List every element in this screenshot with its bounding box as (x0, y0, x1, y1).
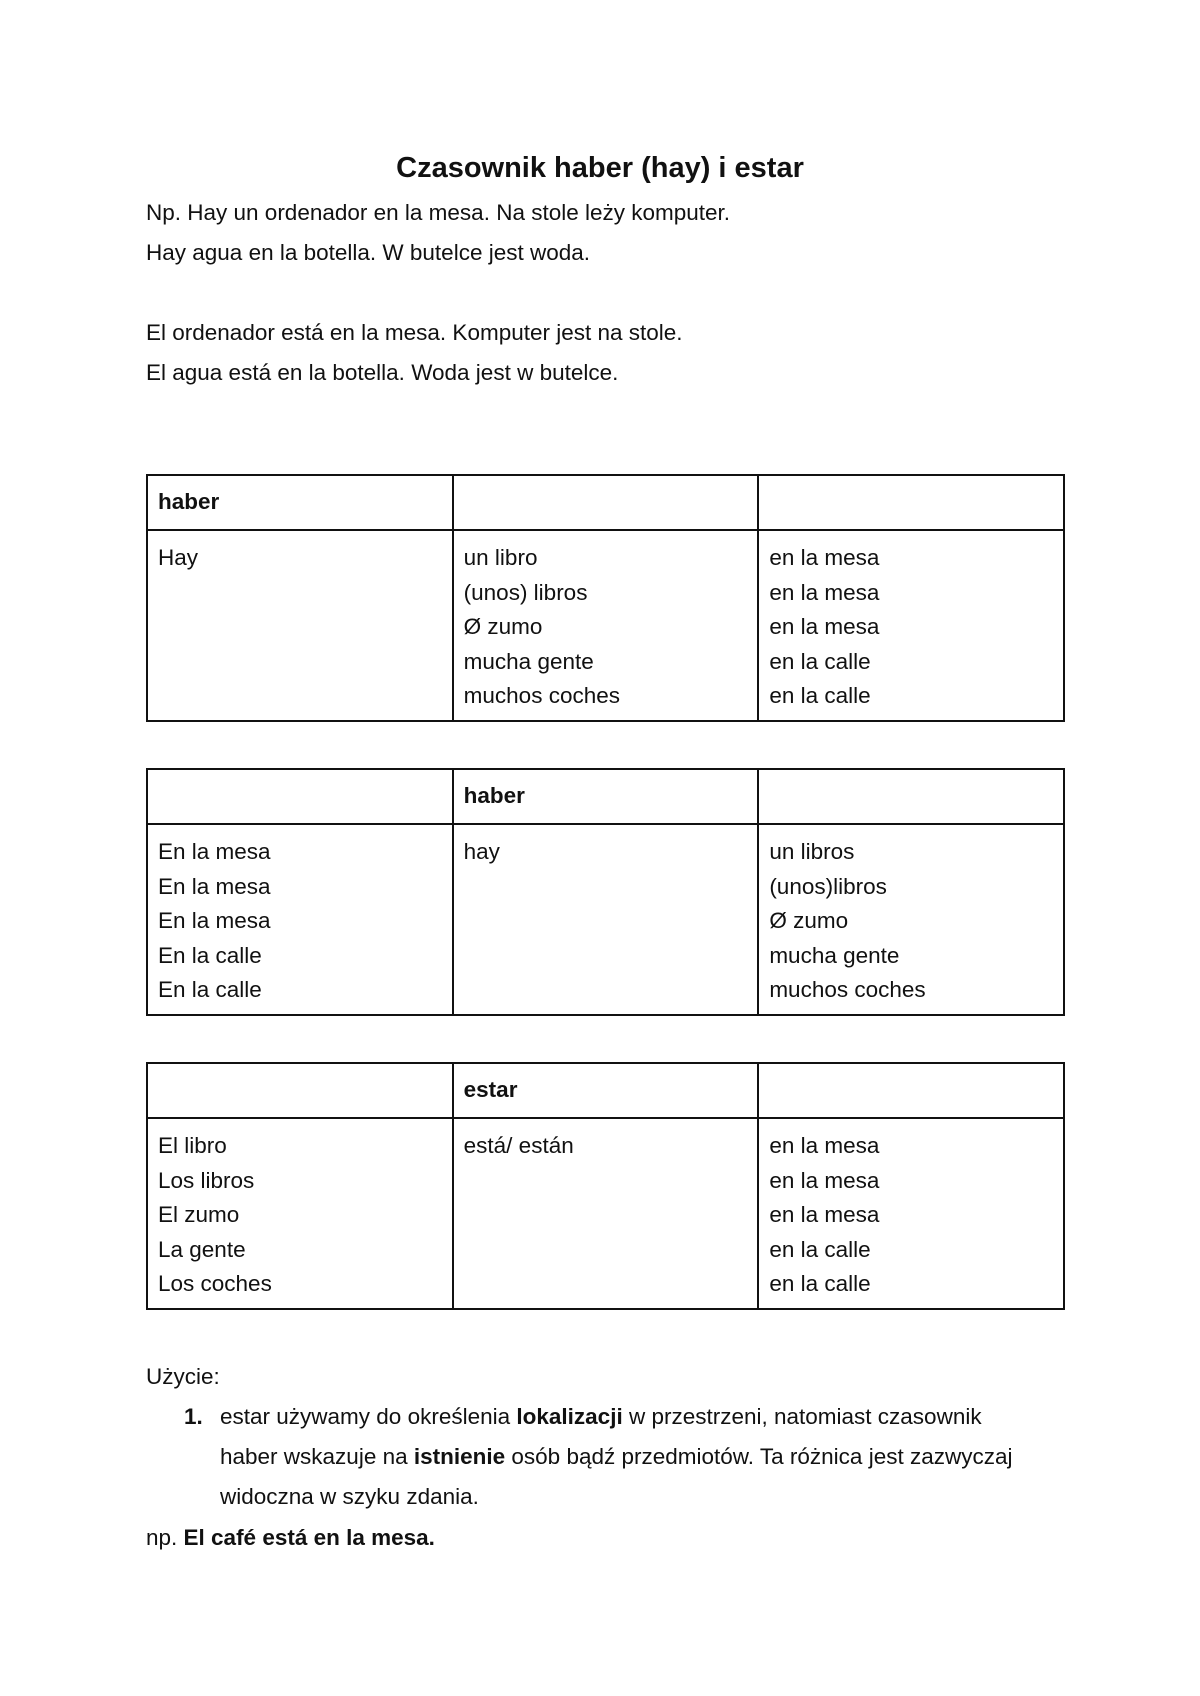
usage-example (146, 1523, 435, 1553)
table-header-cell (147, 1063, 453, 1118)
cell-line: (unos)libros (769, 873, 887, 899)
cell-line: un libros (769, 839, 855, 864)
cell-line: (unos) libros (463, 579, 588, 605)
table-header-cell (147, 769, 453, 824)
table-header-cell: haber (453, 769, 759, 824)
table-header-cell: haber (147, 475, 453, 530)
table-cell (453, 530, 759, 721)
usage-text: osób bądź przedmiotów. Ta różnica jest zazwyczaj widoczna w szyku zdania. (220, 1444, 1013, 1509)
cell-line: en la calle (769, 1271, 871, 1297)
table-header-cell (453, 475, 759, 530)
table-cell (147, 1118, 453, 1309)
usage-bold-term: istnienie (413, 1444, 506, 1469)
usage-heading: Użycie: (146, 1364, 220, 1389)
cell-line: Hay (158, 545, 199, 570)
intro-line-1: Np. Hay un ordenador en la mesa. Na stole leży komputer. (146, 200, 731, 225)
intro-line-4: El agua está en la botella. Woda jest w butelce. (146, 360, 619, 385)
intro-line-2: Hay agua en la botella. W butelce jest woda. (146, 240, 591, 265)
table-header-cell (758, 1063, 1064, 1118)
table-header-cell: estar (453, 1063, 759, 1118)
page-title: Czasownik haber (hay) i estar (396, 152, 804, 184)
cell-line: un libro (463, 545, 538, 570)
cell-line: en la calle (769, 1236, 871, 1262)
cell-line: Los coches (158, 1271, 272, 1297)
cell-line: mucha gente (463, 648, 594, 674)
haber-table-1 (146, 474, 1065, 722)
example-sentence: El café está en la mesa. (183, 1525, 435, 1550)
cell-line: en la calle (769, 648, 871, 674)
cell-line: Ø zumo (769, 908, 849, 934)
table-cell (758, 530, 1064, 721)
cell-line: en la mesa (769, 1133, 880, 1158)
table-cell (758, 824, 1064, 1015)
estar-table (146, 1062, 1065, 1310)
cell-line: La gente (158, 1236, 246, 1262)
haber-table-2 (146, 768, 1065, 1016)
cell-line: en la mesa (769, 545, 880, 570)
cell-line: En la mesa (158, 908, 271, 934)
cell-line: muchos coches (463, 683, 620, 709)
list-item-number: 1. (184, 1404, 203, 1429)
table-header-cell (758, 769, 1064, 824)
cell-line: El zumo (158, 1202, 240, 1228)
table-header-cell (758, 475, 1064, 530)
table-cell (453, 824, 759, 1015)
intro-line-3: El ordenador está en la mesa. Komputer jest na stole. (146, 320, 683, 345)
table-cell (758, 1118, 1064, 1309)
cell-line: En la calle (158, 977, 262, 1003)
cell-line: en la mesa (769, 614, 880, 640)
cell-line: En la mesa (158, 839, 271, 864)
table-cell (147, 824, 453, 1015)
cell-line: muchos coches (769, 977, 926, 1003)
usage-paragraph (220, 1397, 1040, 1517)
table-cell (453, 1118, 759, 1309)
usage-text: w przestrzeni, natomiast czasownik haber wskazuje na (220, 1404, 982, 1469)
cell-line: En la mesa (158, 873, 271, 899)
cell-line: El libro (158, 1133, 227, 1158)
usage-text: estar używamy do określenia (220, 1404, 517, 1429)
cell-line: en la calle (769, 683, 871, 709)
cell-line: en la mesa (769, 1167, 880, 1193)
cell-line: está/ están (463, 1133, 574, 1158)
cell-line: en la mesa (769, 1202, 880, 1228)
cell-line: En la calle (158, 942, 262, 968)
cell-line: en la mesa (769, 579, 880, 605)
example-prefix: np. (146, 1525, 184, 1550)
cell-line: Los libros (158, 1167, 255, 1193)
cell-line: hay (463, 839, 500, 864)
cell-line: Ø zumo (463, 614, 543, 640)
cell-line: mucha gente (769, 942, 900, 968)
usage-bold-term: lokalizacji (516, 1404, 623, 1429)
table-cell (147, 530, 453, 721)
